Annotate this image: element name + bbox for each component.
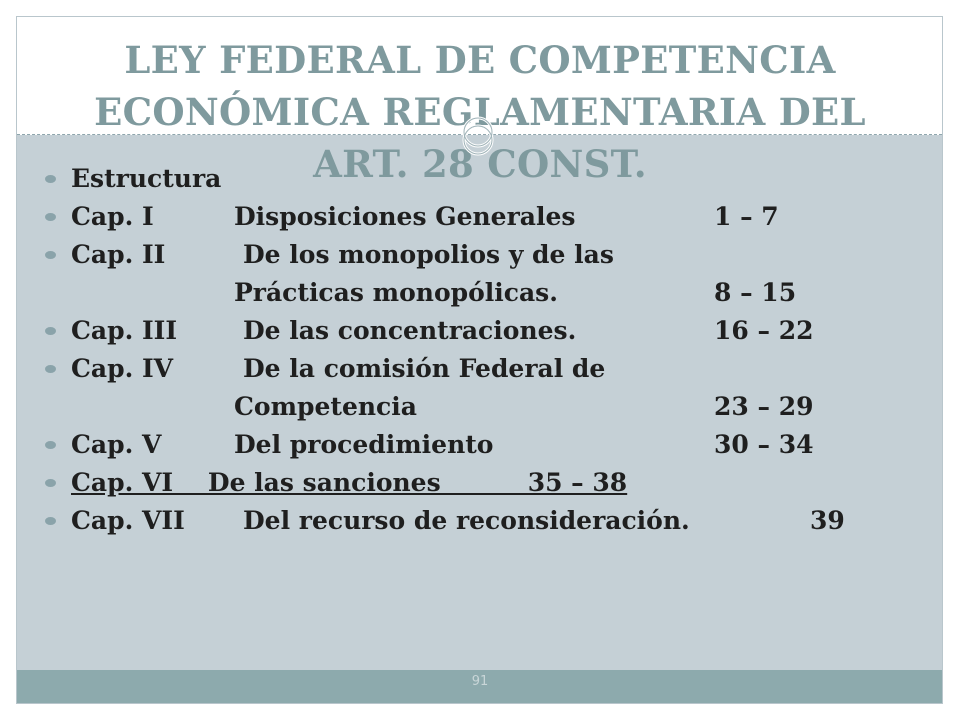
- list-item-cap-2-continuation: [40, 274, 920, 312]
- list-item-cap-5: [40, 426, 920, 464]
- chapter-number: Cap. III: [71, 316, 178, 345]
- chapter-title: Disposiciones Generales: [234, 202, 576, 231]
- article-range: 1 – 7: [714, 202, 779, 231]
- bullet-icon: [45, 175, 56, 183]
- bullet-icon: [45, 479, 56, 487]
- bullet-icon: [45, 251, 56, 259]
- title-line-3: ART. 28 CONST.: [313, 142, 647, 186]
- list-item-cap-6: [40, 464, 920, 502]
- chapter-title: Del procedimiento: [234, 430, 494, 459]
- chapter-title: De la comisión Federal de: [243, 354, 606, 383]
- article-range: 16 – 22: [714, 316, 814, 345]
- chapter-title: De las concentraciones.: [243, 316, 577, 345]
- article-range: 23 – 29: [714, 392, 814, 421]
- list-item-cap-1: [40, 198, 920, 236]
- list-item-cap-2: [40, 236, 920, 274]
- chapter-number: Cap. IV: [71, 354, 174, 383]
- article-range: 30 – 34: [714, 430, 814, 459]
- bullet-icon: [45, 441, 56, 449]
- chapter-title-continuation: Competencia: [234, 392, 417, 421]
- underlined-chapter-line: Cap. VI De las sanciones 35 – 38: [71, 468, 628, 497]
- bullet-icon: [45, 365, 56, 373]
- title-line-1: LEY FEDERAL DE COMPETENCIA: [124, 38, 836, 82]
- list-item-cap-3: [40, 312, 920, 350]
- bullet-icon: [45, 327, 56, 335]
- list-item-cap-4-continuation: [40, 388, 920, 426]
- list-item-heading: [40, 160, 920, 198]
- bullet-icon: [45, 213, 56, 221]
- article-range: 39: [810, 506, 845, 535]
- outline-list: [40, 160, 920, 540]
- title-line-2: ECONÓMICA REGLAMENTARIA DEL: [94, 90, 866, 134]
- list-item-cap-4: [40, 350, 920, 388]
- outline-heading: Estructura: [71, 164, 222, 193]
- chapter-title: De los monopolios y de las: [243, 240, 614, 269]
- chapter-number: Cap. II: [71, 240, 166, 269]
- bullet-icon: [45, 517, 56, 525]
- chapter-number: Cap. I: [71, 202, 154, 231]
- interlocking-rings-icon: [452, 110, 504, 162]
- chapter-title-continuation: Prácticas monopólicas.: [234, 278, 558, 307]
- chapter-number: Cap. VII: [71, 506, 185, 535]
- article-range: 8 – 15: [714, 278, 797, 307]
- list-item-cap-7: [40, 502, 920, 540]
- chapter-number: Cap. V: [71, 430, 162, 459]
- chapter-title: Del recurso de reconsideración.: [243, 506, 690, 535]
- page-number: 91: [471, 674, 489, 689]
